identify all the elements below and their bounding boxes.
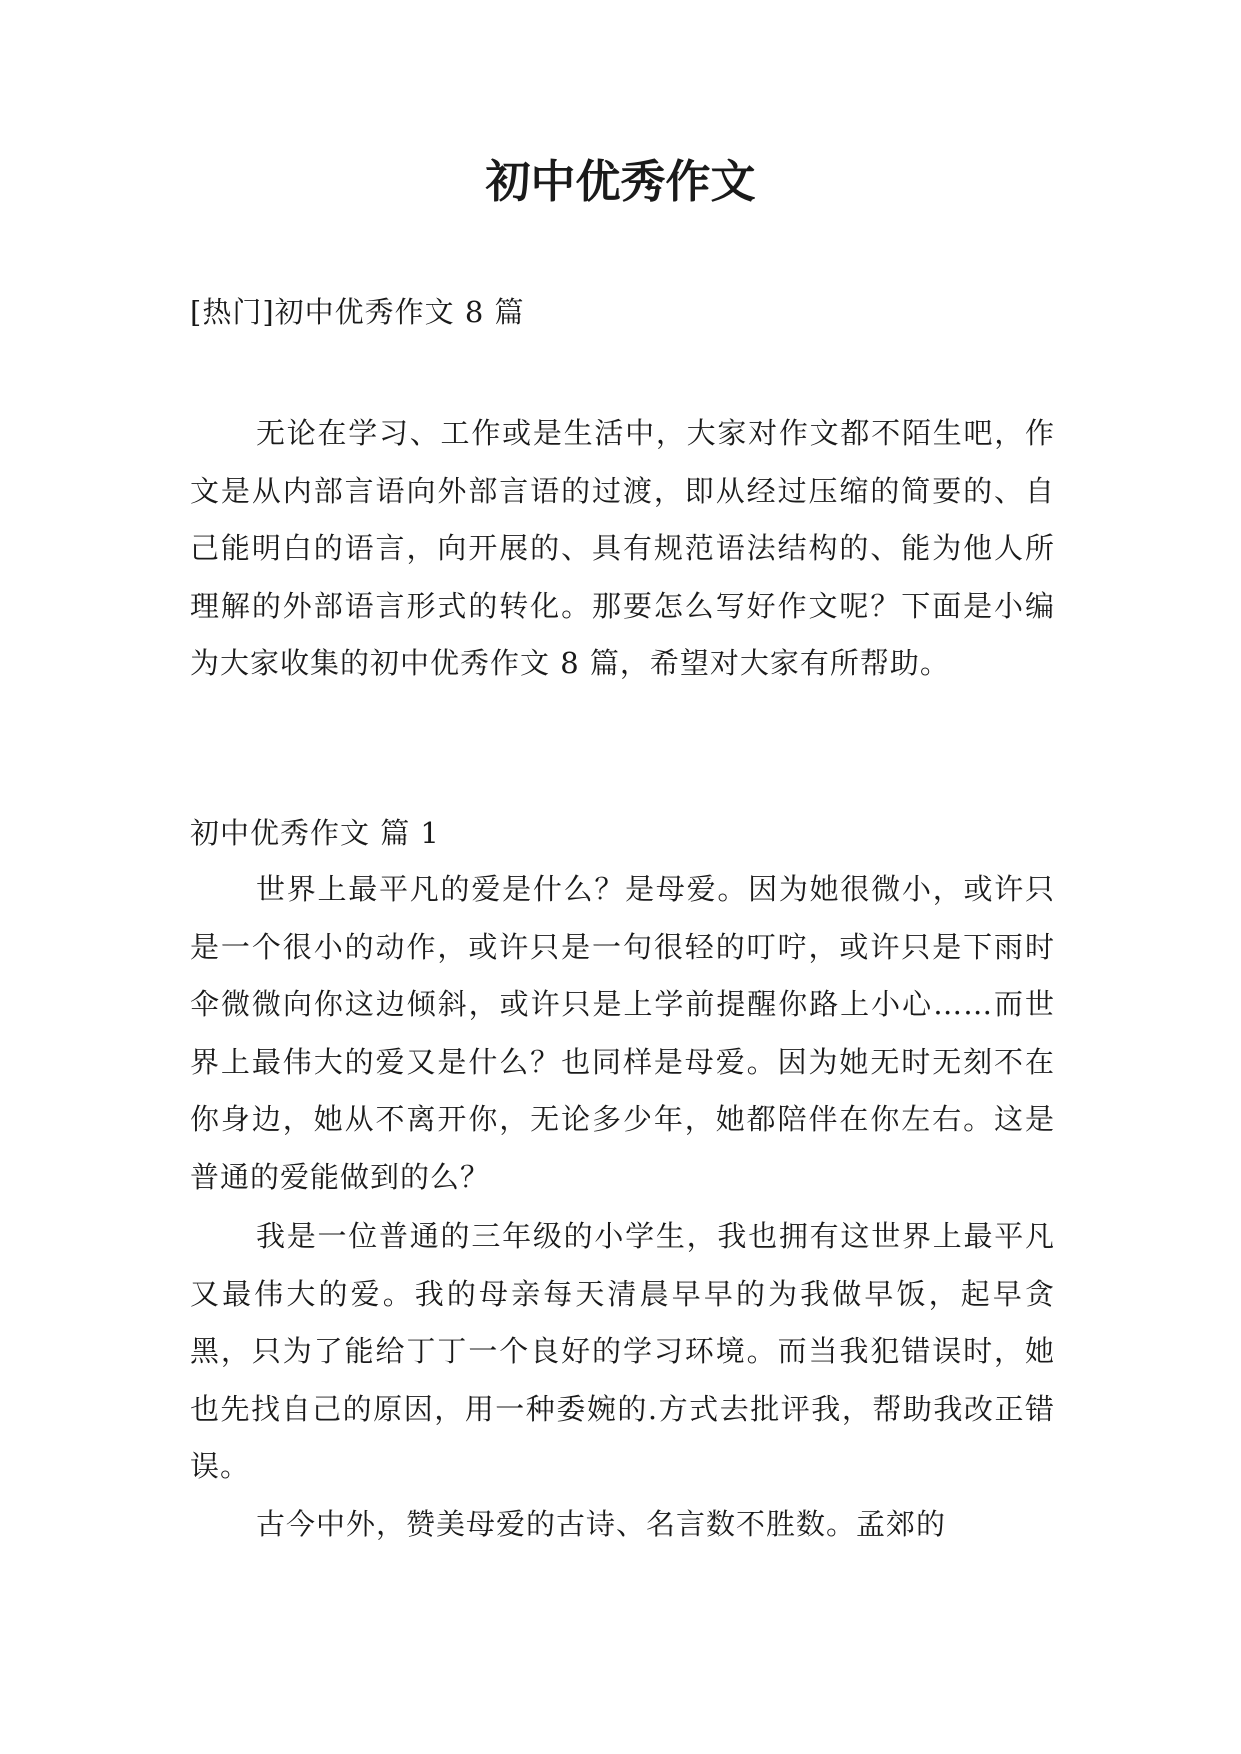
body-paragraph: 世界上最平凡的爱是什么？是母爱。因为她很微小，或许只是一个很小的动作，或许只是一句很轻的叮咛，或许只是下雨时伞微微向你这边倾斜，或许只是上学前提醒你路上小心……而世界上最伟大的爱又是什么？也同样是母爱。因为她无时无刻不在你身边，她从不离开你，无论多少年，她都陪伴在你左右。这是普通的爱能做到的么？ (190, 872, 1055, 1194)
body-paragraph: 我是一位普通的三年级的小学生，我也拥有这世界上最平凡又最伟大的爱。我的母亲每天清晨早早的为我做早饭，起早贪黑，只为了能给丁丁一个良好的学习环境。而当我犯错误时，她也先找自己的原因，用一种委婉的.方式去批评我，帮助我改正错误。 (190, 1219, 1055, 1483)
intro-paragraph: 无论在学习、工作或是生活中，大家对作文都不陌生吧，作文是从内部言语向外部言语的过渡，即从经过压缩的简要的、自己能明白的语言，向开展的、具有规范语法结构的、能为他人所理解的外部语言形式的转化。那要怎么写好作文呢？下面是小编为大家收集的初中优秀作文 8 篇，希望对大家有所帮助。 (190, 416, 1055, 680)
document-title: 初中优秀作文 (485, 155, 756, 208)
document-subtitle: [热门]初中优秀作文 8 篇 (190, 295, 525, 329)
body-paragraph: 古今中外，赞美母爱的古诗、名言数不胜数。孟郊的 (256, 1507, 947, 1541)
section-heading: 初中优秀作文 篇 1 (190, 816, 440, 850)
